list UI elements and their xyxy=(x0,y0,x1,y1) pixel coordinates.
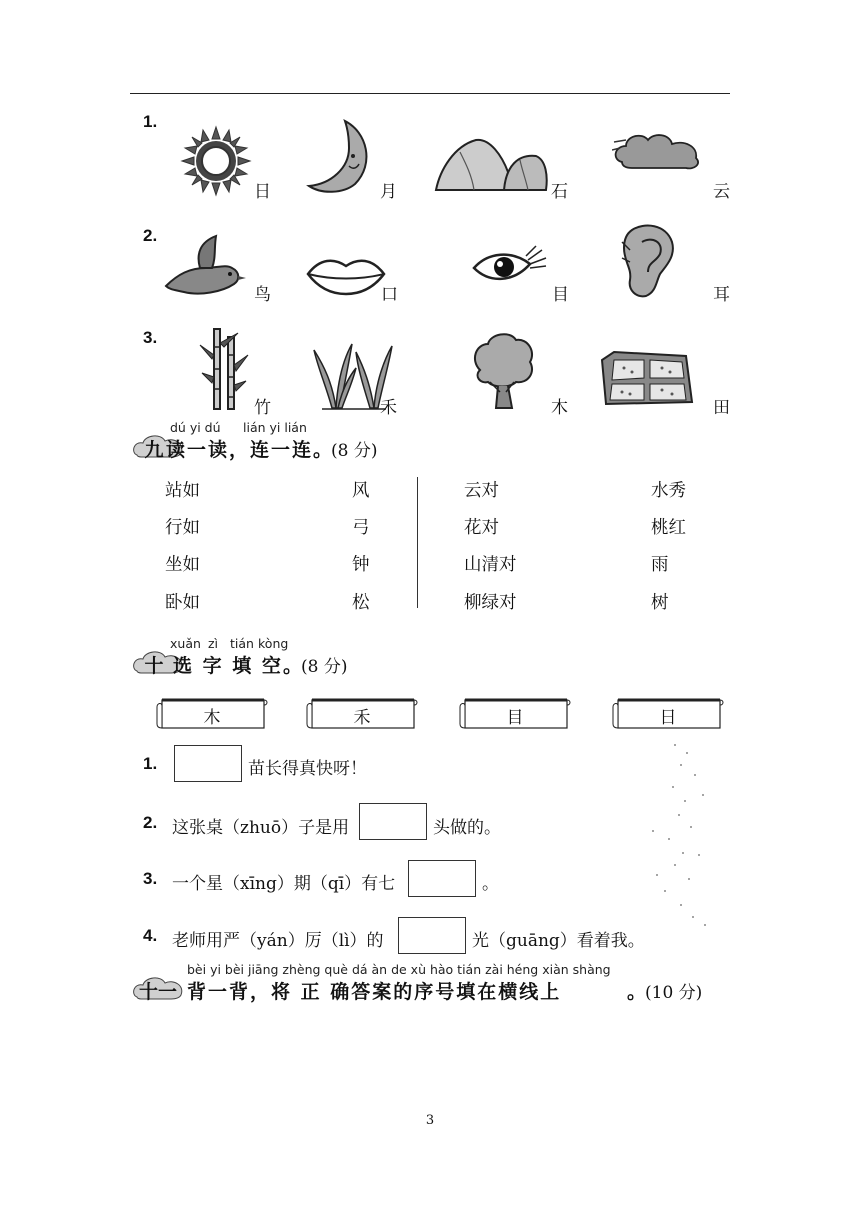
option-label-3: 目 xyxy=(506,708,524,728)
section-11-badge: 十一 xyxy=(138,981,177,1003)
top-rule xyxy=(130,93,730,94)
question-4-text-before: 老师用严（yán）厉（lì）的 xyxy=(172,931,384,951)
row-number-2: 2. xyxy=(143,226,158,245)
match-left-b-2: 弓 xyxy=(352,518,370,538)
tree-icon xyxy=(470,330,536,410)
match-left-a-2: 行如 xyxy=(165,518,200,538)
question-3-number: 3. xyxy=(143,869,158,888)
answer-box-1[interactable] xyxy=(174,745,242,782)
char-label-bamboo: 竹 xyxy=(254,398,271,418)
match-right-b-1: 水秀 xyxy=(651,481,686,501)
match-left-a-1: 站如 xyxy=(165,481,200,501)
option-scroll-2 xyxy=(306,697,418,731)
match-left-b-3: 钟 xyxy=(352,555,370,575)
section-10-period: 。 xyxy=(283,655,305,677)
char-label-moon: 月 xyxy=(380,182,397,202)
section-9-heading xyxy=(133,420,453,462)
question-1-number: 1. xyxy=(143,754,158,773)
option-scroll-1 xyxy=(156,697,268,731)
char-label-bird: 鸟 xyxy=(254,285,271,305)
option-scroll-3 xyxy=(459,697,571,731)
cloud-icon xyxy=(612,130,704,172)
section-11-pinyin: bèi yi bèi jiāng zhèng què dá àn de xù hào tián zài héng xiàn shàng xyxy=(187,962,611,977)
question-1-text-after: 苗长得真快呀！ xyxy=(248,759,367,779)
char-label-grain: 禾 xyxy=(380,398,397,418)
match-left-b-4: 松 xyxy=(352,593,370,613)
option-label-4: 日 xyxy=(659,708,677,728)
match-left-a-4: 卧如 xyxy=(165,593,200,613)
char-label-mouth: 口 xyxy=(381,285,398,305)
rock-icon xyxy=(432,136,550,192)
match-left-a-3: 坐如 xyxy=(165,555,200,575)
field-icon xyxy=(600,348,694,408)
section-11-score: (10 分) xyxy=(645,983,703,1003)
row-number-1: 1. xyxy=(143,112,158,131)
option-label-1: 木 xyxy=(203,708,221,728)
mouth-icon xyxy=(306,254,386,296)
section-10-score: (8 分) xyxy=(301,657,348,677)
char-label-ear: 耳 xyxy=(713,285,730,305)
bird-icon xyxy=(160,234,246,298)
row-number-3: 3. xyxy=(143,328,158,347)
match-right-a-1: 云对 xyxy=(464,481,499,501)
answer-box-4[interactable] xyxy=(398,917,466,954)
question-4-number: 4. xyxy=(143,926,158,945)
match-right-b-3: 雨 xyxy=(651,555,669,575)
char-label-eye: 目 xyxy=(552,285,569,305)
moon-icon xyxy=(305,118,381,194)
section-10-pinyin-zi: zì xyxy=(208,636,219,651)
page-number: 3 xyxy=(425,1113,435,1128)
match-left-b-1: 风 xyxy=(352,481,370,501)
section-10-pinyin-xuan: xuǎn xyxy=(170,636,201,651)
question-3-text-after: 。 xyxy=(482,874,499,894)
section-9-period: 。 xyxy=(313,439,335,461)
eye-icon xyxy=(470,244,550,288)
char-label-field: 田 xyxy=(713,398,730,418)
section-11-period: 。 xyxy=(627,981,649,1003)
char-label-rock: 石 xyxy=(551,182,568,202)
bamboo-icon xyxy=(198,325,250,411)
option-label-2: 禾 xyxy=(353,708,371,728)
question-2-text-after: 头做的。 xyxy=(433,818,501,838)
scan-speckle xyxy=(645,735,725,935)
match-right-b-2: 桃红 xyxy=(651,518,686,538)
section-9-score: (8 分) xyxy=(331,441,378,461)
match-right-a-4: 柳绿对 xyxy=(464,593,517,613)
char-label-sun: 日 xyxy=(254,182,271,202)
section-10-pinyin-tian: tián xyxy=(230,636,254,651)
section-10-pinyin-kong: kòng xyxy=(258,636,289,651)
section-10-heading xyxy=(133,636,453,678)
answer-box-2[interactable] xyxy=(359,803,427,840)
section-9-pinyin-a: dú yi dú xyxy=(170,420,221,435)
sun-icon xyxy=(180,125,252,197)
match-right-a-3: 山清对 xyxy=(464,555,517,575)
column-divider xyxy=(417,477,418,608)
match-right-a-2: 花对 xyxy=(464,518,499,538)
answer-box-3[interactable] xyxy=(408,860,476,897)
section-11-title: 背一背，将 正 确答案的序号填在横线上 xyxy=(187,981,562,1003)
question-2-number: 2. xyxy=(143,813,158,832)
question-4-text-after: 光（guāng）看着我。 xyxy=(472,931,645,951)
option-scroll-4 xyxy=(612,697,724,731)
ear-icon xyxy=(620,222,676,298)
section-9-badge: 九 xyxy=(144,439,164,461)
section-10-title: 选 字 填 空 xyxy=(173,655,283,677)
char-label-cloud: 云 xyxy=(713,182,730,202)
section-11-heading xyxy=(133,962,733,1004)
section-9-pinyin-b: lián yi lián xyxy=(243,420,307,435)
question-3-text-before: 一个星（xīng）期（qī）有七 xyxy=(172,874,396,894)
question-2-text-before: 这张桌（zhuō）子是用 xyxy=(172,818,350,838)
match-right-b-4: 树 xyxy=(651,593,669,613)
section-9-title: 读一读，连一连 xyxy=(166,439,314,461)
char-label-tree: 木 xyxy=(551,398,568,418)
section-10-badge: 十 xyxy=(144,655,164,677)
